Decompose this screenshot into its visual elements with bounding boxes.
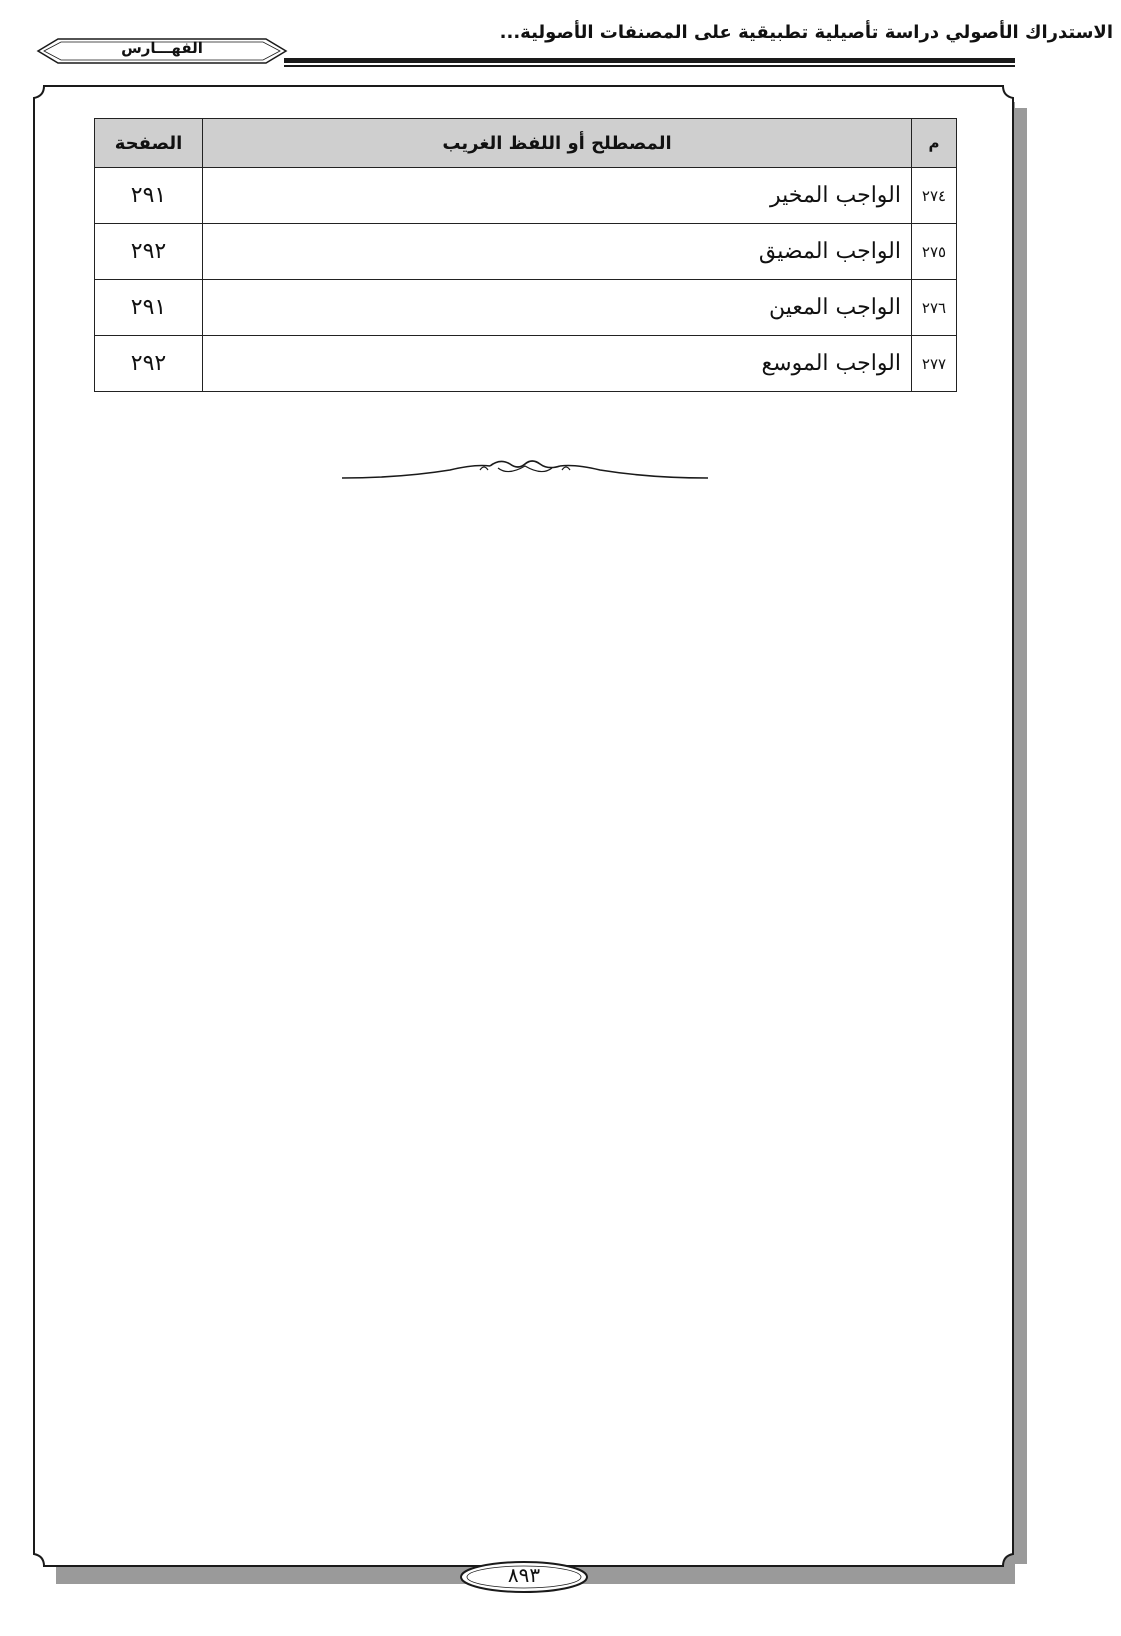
row-term: الواجب المضيق <box>203 224 912 280</box>
header-page: الصفحة <box>95 119 203 168</box>
section-tab <box>36 36 288 66</box>
row-number: ٢٧٧ <box>912 336 957 392</box>
header-term: المصطلح أو اللفظ الغريب <box>203 119 912 168</box>
page-number: ٨٩٣ <box>507 1563 541 1587</box>
ornament-divider <box>340 452 710 492</box>
row-page: ٢٩١ <box>95 168 203 224</box>
row-term: الواجب المخير <box>203 168 912 224</box>
table-row <box>95 280 957 336</box>
row-number: ٢٧٦ <box>912 280 957 336</box>
table-header-row <box>95 119 957 168</box>
row-term: الواجب الموسع <box>203 336 912 392</box>
table-row <box>95 336 957 392</box>
header-number: م <box>912 119 957 168</box>
row-page: ٢٩٢ <box>95 224 203 280</box>
index-table <box>94 118 957 392</box>
running-title: الاستدراك الأصولي دراسة تأصيلية تطبيقية على المصنفات الأصولية... <box>499 22 1113 43</box>
header-rule <box>284 58 1015 67</box>
row-page: ٢٩١ <box>95 280 203 336</box>
table-row <box>95 168 957 224</box>
row-number: ٢٧٤ <box>912 168 957 224</box>
table-row <box>95 224 957 280</box>
section-label: الفهـــارس <box>121 39 203 57</box>
row-term: الواجب المعين <box>203 280 912 336</box>
page-number-badge <box>458 1559 590 1595</box>
row-number: ٢٧٥ <box>912 224 957 280</box>
row-page: ٢٩٢ <box>95 336 203 392</box>
